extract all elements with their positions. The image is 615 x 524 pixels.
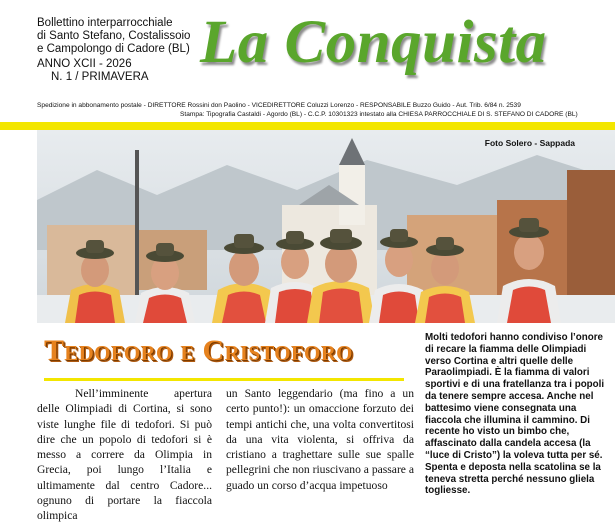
publication-meta-2: Stampa: Tipografia Castaldi - Agordo (BL) - C.C.P. 10301323 intestato alla CHIESA PARROCCHIALE DI S. STEFANO DI CADORE (BL) <box>180 111 578 118</box>
publication-meta-1: Spedizione in abbonamento postale - DIRETTORE Rossini don Paolino - VICEDIRETTORE Coluzzi Lorenzo - RESPONSABILE Buzzo Guido - Aut. Trib. 6/84 n. 2539 <box>37 102 521 109</box>
masthead-title: La Conquista <box>200 9 547 76</box>
bulletin-line-1: Bollettino interparrocchiale <box>37 17 173 29</box>
cover-photo <box>37 130 615 323</box>
headline-underline <box>44 378 404 381</box>
header-divider-bar <box>0 122 615 130</box>
article-column-2: un Santo leggendario (ma fino a un certo punto!): un omaccione forzuto dei tempi antichi che, una volta convertitosi da una vita violenta, si offriva da cristiano a traghettare sulle sue spalle pellegrini che non riuscivano a passare a guado un corso d’acqua impetuoso <box>226 387 415 492</box>
bulletin-line-3: e Campolongo di Cadore (BL) <box>37 43 190 55</box>
sidebar-box: Molti tedofori hanno condiviso l’onore di recare la fiamma delle Olimpiadi verso Cortina e altri quelle delle Paraolimpiadi. È la fiamma di valori sportivi e di una fratellanza tra i popoli da tenere sempre accesa. Anche nel battesimo viene consegnata una fiaccola che illumina il cammino. Di recente ho visto un bimbo che, affascinato dalla candela accesa (la “luce di Cristo”) la voleva tutta per sé. Spenta e deposta nella scatolina se la teneva stretta perché nessuno gliela togliesse. <box>425 332 605 497</box>
issue-year: ANNO XCII - 2026 <box>37 58 132 70</box>
bulletin-description <box>37 17 190 56</box>
issue-info <box>37 58 149 84</box>
photo-credit: Foto Solero - Sappada <box>484 138 575 148</box>
alpini-group-photo <box>37 130 615 323</box>
bulletin-line-2: di Santo Stefano, Costalissoio <box>37 30 191 42</box>
issue-number: N. 1 / PRIMAVERA <box>51 71 149 83</box>
article-column-1: Nell’imminente apertura delle Olimpiadi di Cortina, si sono viste lunghe file di tedofori. Si può dire che un popolo di tedofori si è messo a correre da Olimpia in Grecia, poi lungo l’Italia e ultimamente dal centro Cadore... ognuno di portare la fiaccola olimpica <box>37 387 212 523</box>
article-headline: Tedoforo e Cristoforo <box>44 334 353 367</box>
